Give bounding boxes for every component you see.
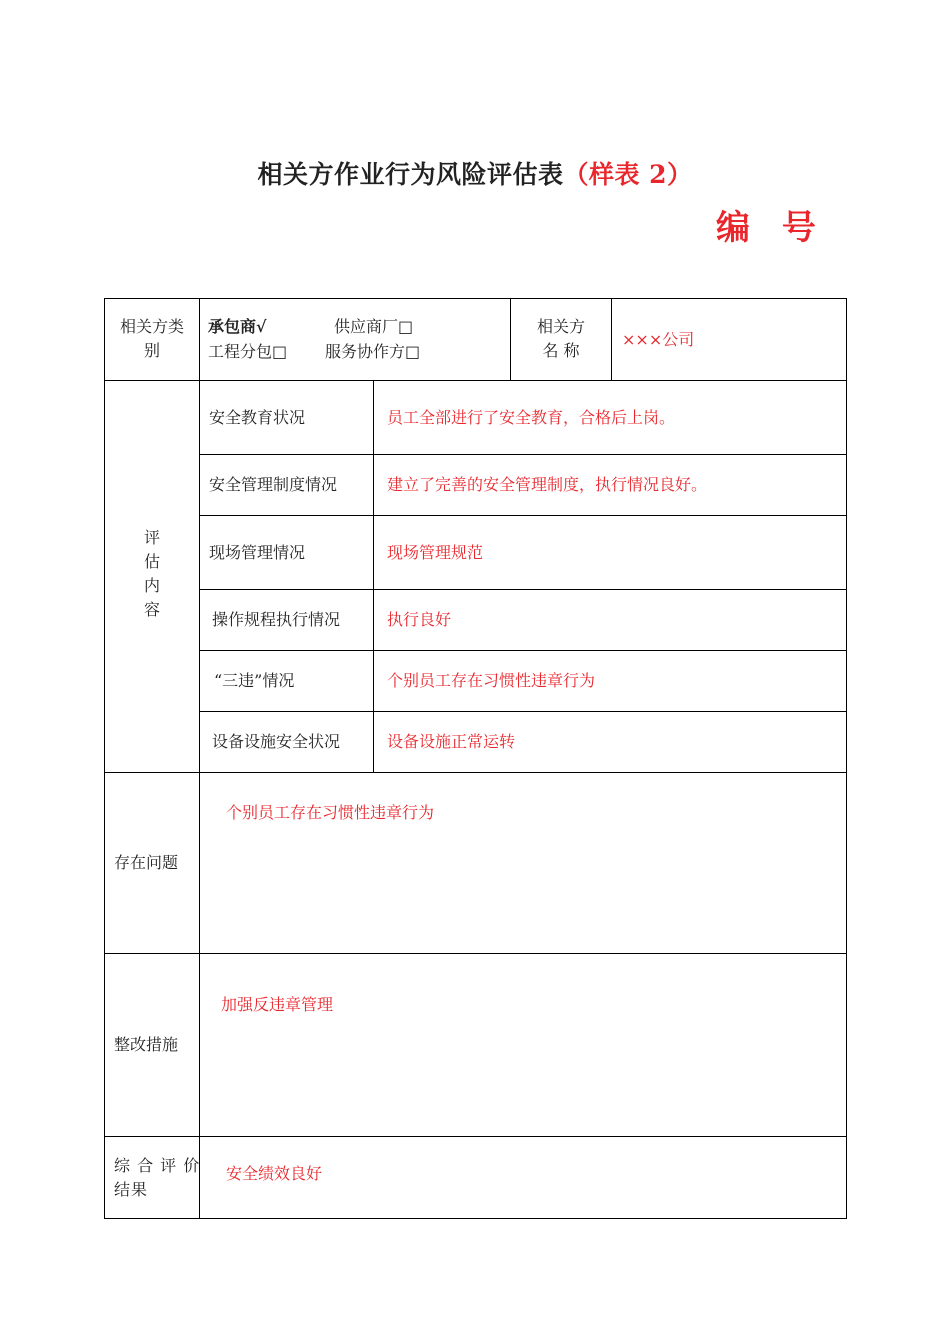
eval-item-procedure-execution: 操作规程执行情况 [212,610,341,629]
eval-value-management-system: 建立了完善的安全管理制度，执行情况良好。 [387,475,708,494]
eval-value-site-management: 现场管理规范 [387,543,484,562]
table-border-left [104,298,105,1219]
measures-label: 整改措施 [114,1035,179,1054]
eval-item-three-violations: “三违”情况 [214,671,295,690]
divider-eval-5 [199,711,847,712]
name-label: 相关方 名 称 [536,317,585,360]
divider-eval-1 [199,454,847,455]
measures-value: 加强反违章管理 [221,995,334,1014]
table-border-right [846,298,847,1219]
eval-value-three-violations: 个别员工存在习惯性违章行为 [387,671,596,690]
divider-eval-4 [199,650,847,651]
eval-item-safety-education: 安全教育状况 [209,408,306,427]
divider-eval-3 [199,589,847,590]
option-service-partner[interactable]: 服务协作方□ [325,342,421,361]
conclusion-label: 综 合 评 价 结果 [114,1156,201,1199]
option-subcontract[interactable]: 工程分包□ [208,342,288,361]
page-title [0,155,950,191]
assessment-table [104,298,847,1219]
eval-value-procedure-execution: 执行良好 [387,610,452,629]
divider-label-column [199,298,200,1219]
option-contractor-checked[interactable]: 承包商√ [208,317,267,336]
divider-eval-2 [199,515,847,516]
table-border-bottom [104,1218,847,1219]
problems-value: 个别员工存在习惯性违章行为 [226,803,435,822]
category-label: 相关方类 别 [119,317,184,360]
divider-problems [104,953,847,954]
title-sample-tag: （样表 2） [563,160,693,189]
conclusion-value: 安全绩效良好 [226,1164,323,1183]
title-main: 相关方作业行为风险评估表 [257,160,564,189]
table-border-top [104,298,847,299]
evaluation-content-label: 评 估 内 容 [143,528,160,619]
option-supplier[interactable]: 供应商厂□ [334,317,414,336]
eval-item-site-management: 现场管理情况 [209,543,306,562]
divider-eval-end [104,772,847,773]
divider-header [104,380,847,381]
divider-header-name-value [611,298,612,381]
eval-item-equipment-safety: 设备设施安全状况 [212,732,341,751]
problems-label: 存在问题 [114,853,179,872]
eval-value-equipment-safety: 设备设施正常运转 [387,732,516,751]
eval-value-safety-education: 员工全部进行了安全教育，合格后上岗。 [387,408,676,427]
divider-eval-item-column [373,380,374,773]
serial-number-label: 编 号 [716,208,826,248]
divider-measures [104,1136,847,1137]
company-name-value: ×××公司 [622,330,695,349]
eval-item-management-system: 安全管理制度情况 [209,475,338,494]
